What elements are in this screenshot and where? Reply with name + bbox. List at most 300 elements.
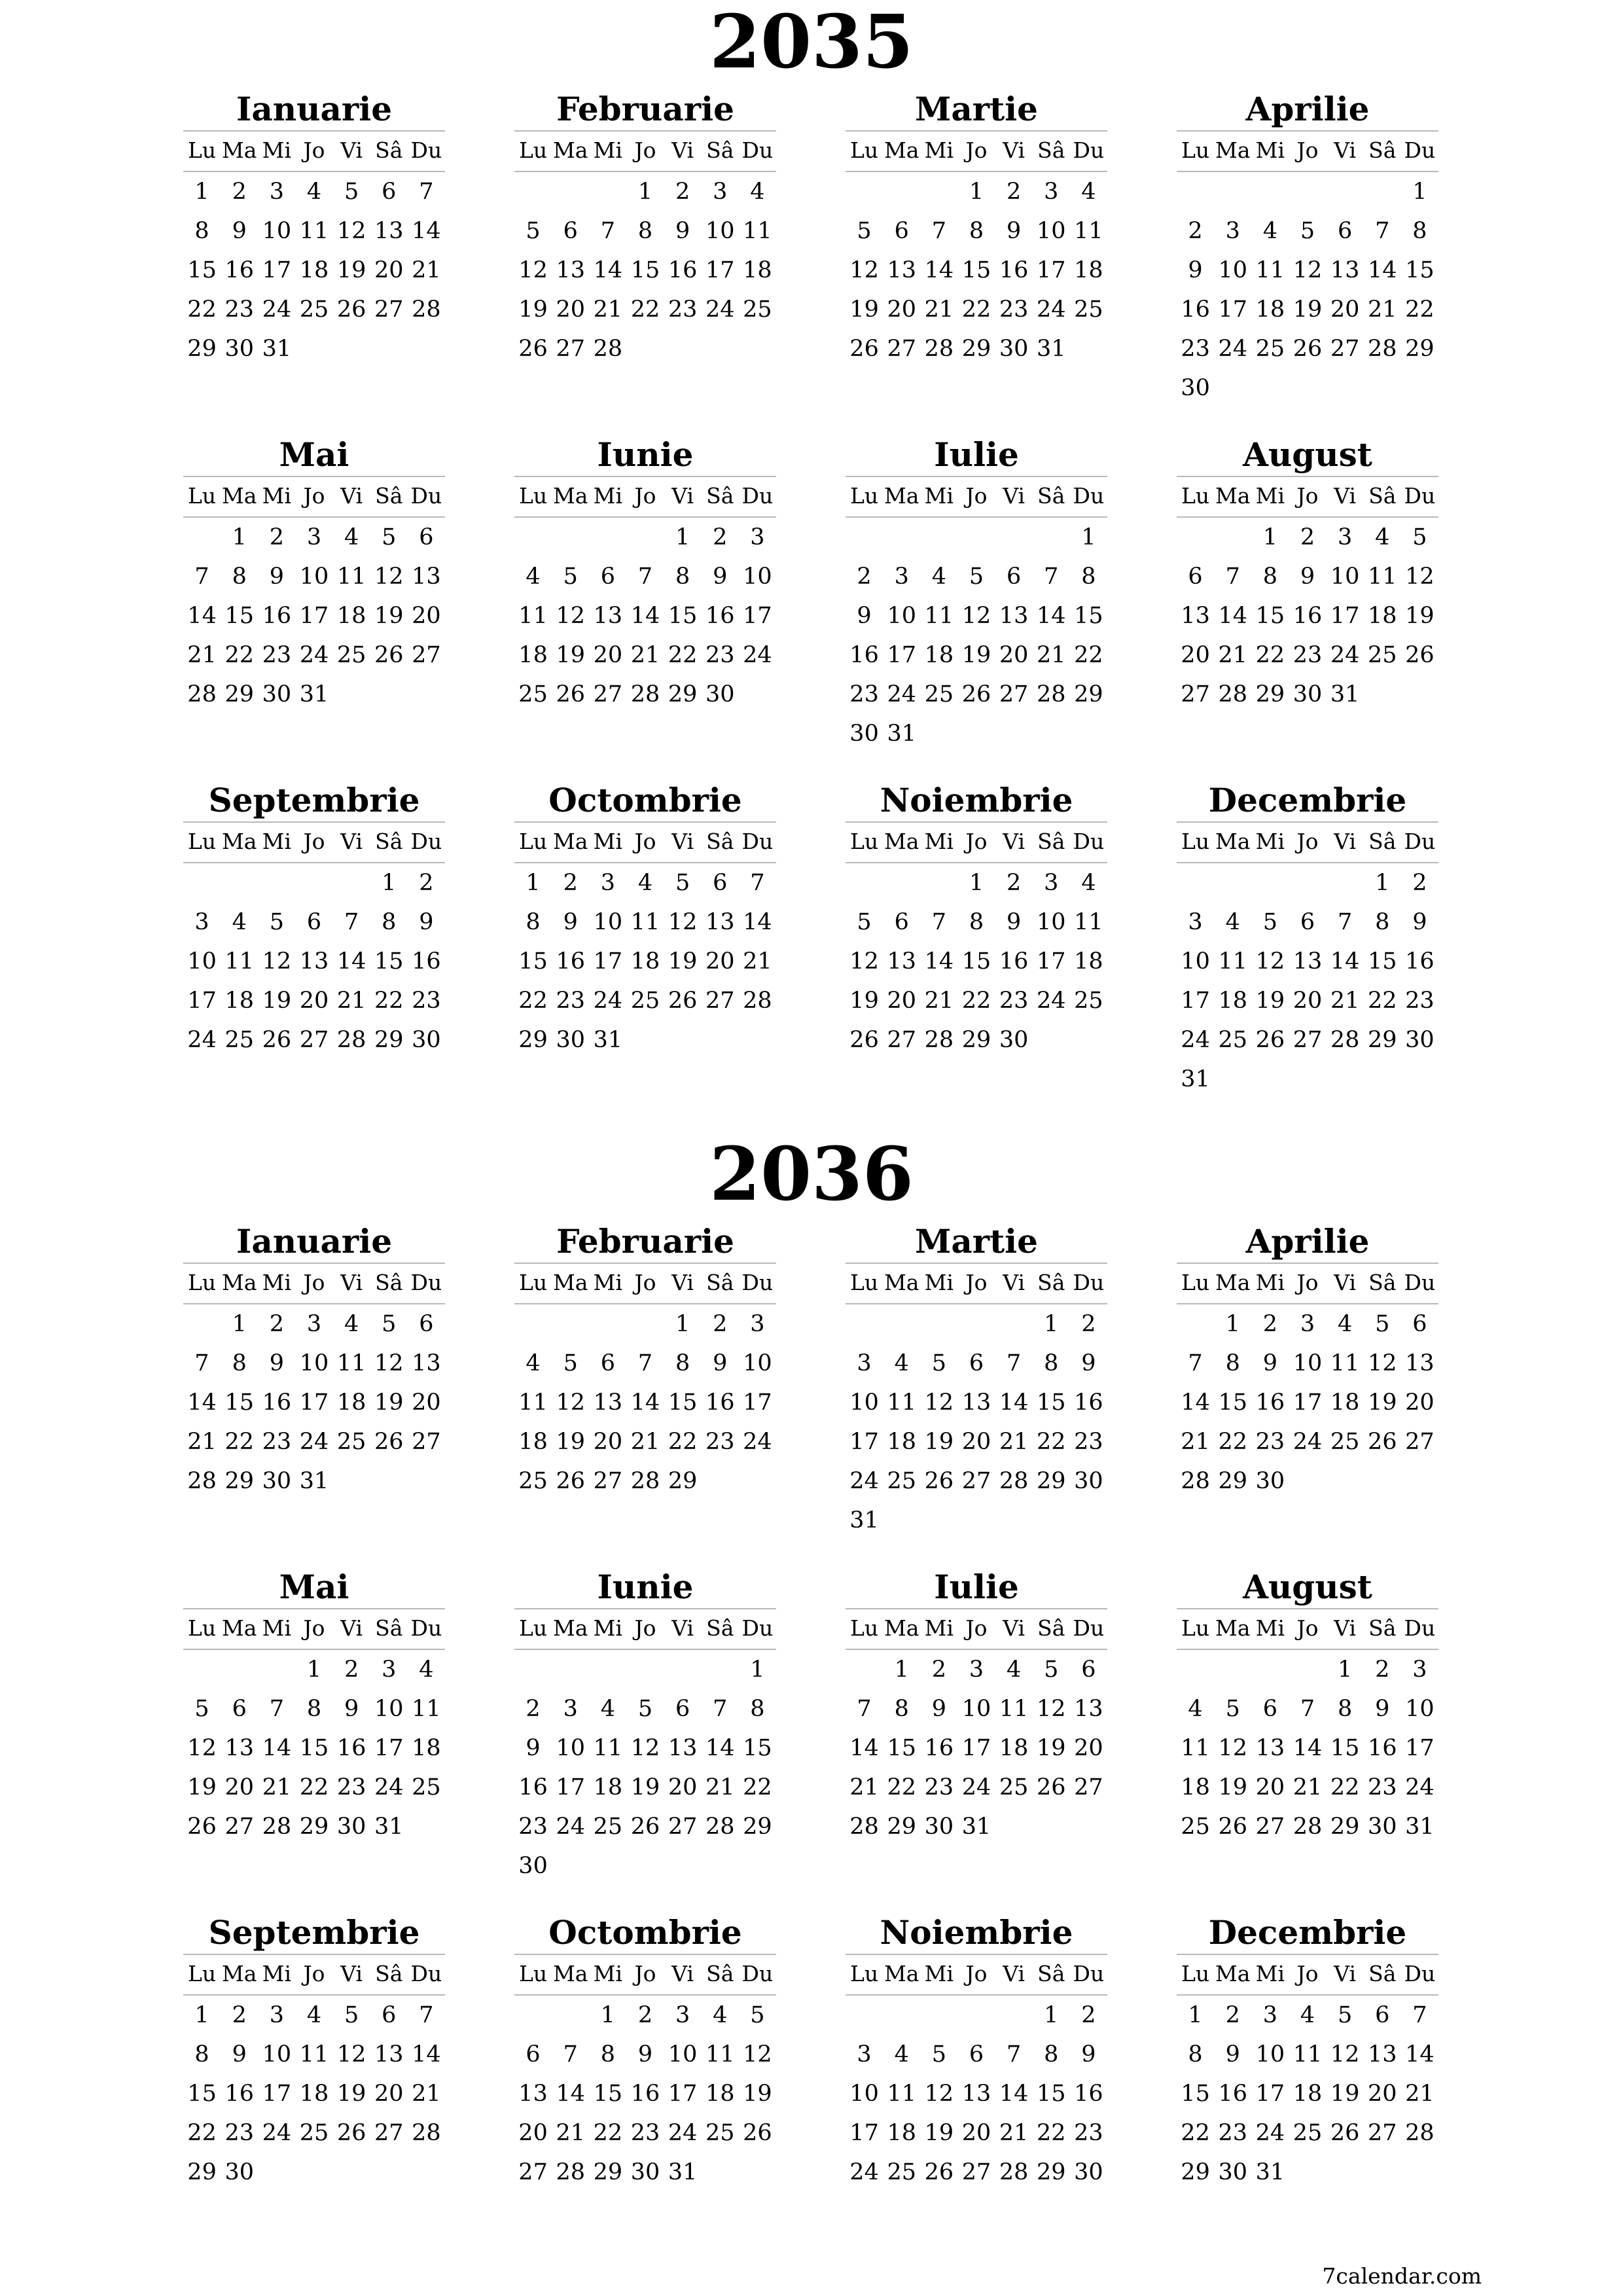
day-cell: 11: [1074, 909, 1103, 935]
day-cell: 20: [1330, 296, 1360, 323]
day-cell: 25: [518, 681, 548, 708]
day-cell: 6: [1262, 1696, 1277, 1722]
day-cell: 5: [1337, 2002, 1353, 2028]
empty-day-cell: [957, 518, 995, 557]
day-cell: 14: [999, 1390, 1029, 1416]
day-cell: 11: [593, 1735, 623, 1761]
day-cell: 2: [931, 1657, 946, 1683]
empty-day-cell: [589, 518, 626, 557]
day-cell: 31: [299, 681, 329, 708]
day-cell: 3: [1188, 909, 1203, 935]
day-cell: 16: [1074, 1390, 1103, 1416]
weekday-label: Ma: [1215, 1615, 1251, 1641]
weekday-header-row: [514, 132, 776, 172]
weekday-header-row: [514, 477, 776, 518]
day-cell: 16: [924, 1735, 954, 1761]
weekday-label: Mi: [1255, 1961, 1285, 1986]
day-cell: 5: [1412, 524, 1427, 550]
month-name: Ianuarie: [183, 88, 445, 132]
day-cell: 6: [600, 564, 615, 590]
days-grid: [1177, 518, 1438, 714]
day-cell: 6: [969, 2041, 984, 2068]
day-cell: 27: [593, 681, 623, 708]
day-cell: 9: [232, 2041, 247, 2068]
day-cell: 4: [419, 1657, 434, 1683]
year-title: 2036: [709, 1132, 914, 1217]
day-cell: 5: [1375, 1311, 1390, 1337]
day-cell: 21: [1037, 642, 1066, 668]
empty-day-cell: [883, 1996, 920, 2035]
weekday-label: Ma: [1215, 483, 1251, 509]
day-cell: 8: [1262, 564, 1277, 590]
day-cell: 23: [224, 2120, 254, 2146]
day-cell: 14: [924, 257, 954, 283]
day-cell: 1: [750, 1657, 765, 1683]
day-cell: 31: [668, 2159, 698, 2185]
weekday-label: Sâ: [1368, 1615, 1397, 1641]
day-cell: 3: [894, 564, 909, 590]
day-cell: 27: [961, 1468, 991, 1494]
day-cell: 29: [961, 336, 991, 362]
weekday-label: Du: [741, 1615, 774, 1641]
day-cell: 25: [1293, 2120, 1323, 2146]
day-cell: 18: [299, 257, 329, 283]
day-cell: 13: [374, 2041, 404, 2068]
empty-day-cell: [846, 172, 883, 211]
day-cell: 22: [1037, 1429, 1066, 1455]
day-cell: 18: [518, 1429, 548, 1455]
day-cell: 13: [518, 2081, 548, 2107]
day-cell: 15: [961, 948, 991, 975]
day-cell: 19: [1368, 1390, 1397, 1416]
footer-site-link[interactable]: 7calendar.com: [1322, 2263, 1482, 2289]
day-cell: 29: [1181, 2159, 1210, 2185]
weekday-label: Lu: [187, 137, 217, 163]
day-cell: 12: [374, 564, 404, 590]
day-cell: 26: [262, 1027, 292, 1053]
day-cell: 3: [1225, 218, 1240, 244]
day-cell: 13: [593, 603, 623, 629]
day-cell: 27: [556, 336, 585, 362]
day-cell: 6: [419, 524, 434, 550]
day-cell: 14: [187, 603, 217, 629]
weekday-label: Vi: [1003, 1270, 1026, 1295]
day-cell: 24: [743, 642, 772, 668]
weekday-label: Sâ: [1368, 483, 1397, 509]
day-cell: 3: [382, 1657, 397, 1683]
day-cell: 9: [931, 1696, 946, 1722]
day-cell: 12: [374, 1350, 404, 1376]
day-cell: 31: [299, 1468, 329, 1494]
day-cell: 28: [262, 1814, 292, 1840]
weekday-label: Sâ: [706, 829, 734, 854]
day-cell: 23: [999, 296, 1029, 323]
day-cell: 8: [382, 909, 397, 935]
day-cell: 7: [637, 1350, 653, 1376]
day-cell: 17: [849, 2120, 879, 2146]
day-cell: 2: [269, 1311, 284, 1337]
day-cell: 4: [344, 524, 359, 550]
day-cell: 22: [224, 1429, 254, 1455]
weekday-label: Vi: [671, 1270, 694, 1295]
day-cell: 17: [668, 2081, 698, 2107]
day-cell: 9: [857, 603, 872, 629]
day-cell: 14: [924, 948, 954, 975]
day-cell: 22: [224, 642, 254, 668]
day-cell: 15: [1255, 603, 1285, 629]
weekday-label: Jo: [303, 1961, 325, 1986]
weekday-label: Du: [741, 483, 774, 509]
day-cell: 29: [668, 1468, 698, 1494]
day-cell: 6: [1081, 1657, 1096, 1683]
day-cell: 13: [1074, 1696, 1103, 1722]
day-cell: 19: [1330, 2081, 1360, 2107]
empty-day-cell: [920, 1996, 957, 2035]
day-cell: 12: [336, 218, 366, 244]
day-cell: 3: [600, 870, 615, 896]
day-cell: 21: [187, 1429, 217, 1455]
weekday-label: Ma: [1215, 1270, 1251, 1295]
day-cell: 27: [887, 1027, 916, 1053]
day-cell: 31: [1181, 1066, 1210, 1092]
weekday-label: Jo: [965, 137, 988, 163]
day-cell: 16: [224, 257, 254, 283]
day-cell: 7: [194, 564, 209, 590]
weekday-label: Mi: [924, 1961, 954, 1986]
day-cell: 16: [262, 603, 292, 629]
day-cell: 7: [1044, 564, 1059, 590]
day-cell: 15: [187, 257, 217, 283]
day-cell: 29: [299, 1814, 329, 1840]
weekday-label: Mi: [924, 483, 954, 509]
days-grid: [514, 1996, 776, 2192]
day-cell: 8: [675, 564, 690, 590]
day-cell: 11: [1330, 1350, 1360, 1376]
day-cell: 22: [593, 2120, 623, 2146]
day-cell: 26: [1405, 642, 1435, 668]
day-cell: 30: [849, 721, 879, 747]
days-grid: [1177, 172, 1438, 408]
day-cell: 29: [187, 336, 217, 362]
day-cell: 6: [969, 1350, 984, 1376]
day-cell: 11: [412, 1696, 441, 1722]
day-cell: 18: [412, 1735, 441, 1761]
day-cell: 20: [1181, 642, 1210, 668]
weekday-label: Ma: [552, 829, 588, 854]
day-cell: 13: [412, 1350, 441, 1376]
weekday-label: Jo: [634, 1615, 656, 1641]
day-cell: 19: [1255, 988, 1285, 1014]
day-cell: 20: [412, 1390, 441, 1416]
day-cell: 21: [1181, 1429, 1210, 1455]
day-cell: 4: [306, 179, 322, 205]
days-grid: [514, 518, 776, 714]
weekday-label: Mi: [262, 483, 292, 509]
weekday-label: Ma: [221, 829, 257, 854]
day-cell: 10: [1405, 1696, 1435, 1722]
day-cell: 2: [1375, 1657, 1390, 1683]
day-cell: 4: [931, 564, 946, 590]
day-cell: 14: [999, 2081, 1029, 2107]
day-cell: 27: [412, 642, 441, 668]
day-cell: 10: [705, 218, 735, 244]
day-cell: 18: [924, 642, 954, 668]
day-cell: 20: [999, 642, 1029, 668]
day-cell: 25: [1330, 1429, 1360, 1455]
weekday-header-row: [846, 823, 1107, 863]
weekday-label: Ma: [552, 137, 588, 163]
day-cell: 15: [224, 603, 254, 629]
day-cell: 25: [887, 2159, 916, 2185]
day-cell: 21: [849, 1774, 879, 1801]
day-cell: 28: [412, 296, 441, 323]
day-cell: 13: [1293, 948, 1323, 975]
day-cell: 28: [187, 1468, 217, 1494]
weekday-label: Vi: [1003, 1961, 1026, 1986]
day-cell: 7: [419, 179, 434, 205]
day-cell: 24: [961, 1774, 991, 1801]
day-cell: 22: [299, 1774, 329, 1801]
day-cell: 9: [344, 1696, 359, 1722]
day-cell: 20: [961, 2120, 991, 2146]
weekday-label: Du: [1073, 137, 1105, 163]
month-calendar: [183, 434, 445, 714]
day-cell: 2: [713, 524, 728, 550]
day-cell: 29: [1368, 1027, 1397, 1053]
day-cell: 21: [630, 642, 660, 668]
month-name: Decembrie: [1177, 1912, 1438, 1955]
day-cell: 31: [593, 1027, 623, 1053]
day-cell: 2: [1188, 218, 1203, 244]
weekday-header-row: [514, 823, 776, 863]
day-cell: 24: [849, 2159, 879, 2185]
day-cell: 19: [668, 948, 698, 975]
day-cell: 20: [705, 948, 735, 975]
day-cell: 25: [1255, 336, 1285, 362]
weekday-label: Jo: [634, 829, 656, 854]
day-cell: 22: [374, 988, 404, 1014]
day-cell: 25: [224, 1027, 254, 1053]
day-cell: 19: [374, 1390, 404, 1416]
day-cell: 1: [232, 524, 247, 550]
day-cell: 1: [675, 524, 690, 550]
day-cell: 5: [526, 218, 541, 244]
day-cell: 28: [999, 2159, 1029, 2185]
day-cell: 25: [630, 988, 660, 1014]
weekday-label: Mi: [1255, 483, 1285, 509]
day-cell: 15: [224, 1390, 254, 1416]
month-calendar: [183, 1912, 445, 2192]
empty-day-cell: [258, 863, 295, 903]
day-cell: 23: [518, 1814, 548, 1840]
weekday-label: Sâ: [1037, 137, 1065, 163]
weekday-label: Jo: [1296, 483, 1319, 509]
day-cell: 4: [1300, 2002, 1315, 2028]
day-cell: 13: [593, 1390, 623, 1416]
weekday-label: Lu: [187, 1961, 217, 1986]
weekday-label: Vi: [671, 829, 694, 854]
day-cell: 8: [1081, 564, 1096, 590]
weekday-label: Vi: [671, 1615, 694, 1641]
day-cell: 20: [668, 1774, 698, 1801]
empty-day-cell: [846, 518, 883, 557]
empty-day-cell: [883, 518, 920, 557]
day-cell: 10: [743, 1350, 772, 1376]
day-cell: 20: [374, 257, 404, 283]
day-cell: 8: [194, 2041, 209, 2068]
day-cell: 30: [412, 1027, 441, 1053]
weekday-label: Vi: [340, 137, 363, 163]
day-cell: 10: [1293, 1350, 1323, 1376]
day-cell: 14: [336, 948, 366, 975]
day-cell: 25: [1218, 1027, 1247, 1053]
weekday-label: Vi: [1003, 829, 1026, 854]
day-cell: 9: [1081, 1350, 1096, 1376]
day-cell: 7: [1300, 1696, 1315, 1722]
month-name: Noiembrie: [846, 780, 1107, 823]
weekday-label: Jo: [965, 829, 988, 854]
weekday-label: Lu: [1181, 137, 1210, 163]
day-cell: 24: [849, 1468, 879, 1494]
day-cell: 3: [269, 179, 284, 205]
day-cell: 19: [1405, 603, 1435, 629]
day-cell: 7: [931, 218, 946, 244]
day-cell: 10: [849, 2081, 879, 2107]
day-cell: 23: [1405, 988, 1435, 1014]
day-cell: 10: [299, 564, 329, 590]
day-cell: 11: [1181, 1735, 1210, 1761]
day-cell: 25: [299, 2120, 329, 2146]
day-cell: 14: [412, 2041, 441, 2068]
day-cell: 5: [563, 564, 578, 590]
weekday-label: Ma: [552, 1961, 588, 1986]
empty-day-cell: [1251, 863, 1289, 903]
day-cell: 22: [743, 1774, 772, 1801]
day-cell: 30: [630, 2159, 660, 2185]
empty-day-cell: [920, 518, 957, 557]
day-cell: 2: [419, 870, 434, 896]
day-cell: 2: [675, 179, 690, 205]
weekday-label: Mi: [924, 137, 954, 163]
day-cell: 9: [713, 564, 728, 590]
day-cell: 27: [1181, 681, 1210, 708]
day-cell: 8: [969, 909, 984, 935]
day-cell: 3: [750, 524, 765, 550]
day-cell: 25: [999, 1774, 1029, 1801]
day-cell: 25: [1368, 642, 1397, 668]
day-cell: 16: [999, 948, 1029, 975]
weekday-label: Sâ: [1368, 829, 1397, 854]
day-cell: 8: [600, 2041, 615, 2068]
day-cell: 21: [336, 988, 366, 1014]
weekday-label: Jo: [965, 1961, 988, 1986]
weekday-label: Lu: [849, 1615, 879, 1641]
day-cell: 28: [593, 336, 623, 362]
day-cell: 21: [262, 1774, 292, 1801]
month-name: Noiembrie: [846, 1912, 1107, 1955]
year-title: 2035: [709, 0, 914, 85]
weekday-label: Jo: [634, 1270, 656, 1295]
day-cell: 3: [1044, 179, 1059, 205]
weekday-header-row: [514, 1955, 776, 1996]
day-cell: 26: [630, 1814, 660, 1840]
day-cell: 1: [1044, 1311, 1059, 1337]
day-cell: 24: [1218, 336, 1247, 362]
day-cell: 31: [1405, 1814, 1435, 1840]
day-cell: 17: [262, 2081, 292, 2107]
day-cell: 23: [705, 642, 735, 668]
day-cell: 1: [600, 2002, 615, 2028]
empty-day-cell: [552, 1650, 589, 1689]
day-cell: 11: [887, 2081, 916, 2107]
weekday-label: Sâ: [1037, 829, 1065, 854]
day-cell: 26: [961, 681, 991, 708]
month-name: Mai: [183, 1566, 445, 1609]
day-cell: 12: [961, 603, 991, 629]
day-cell: 6: [1188, 564, 1203, 590]
weekday-label: Jo: [965, 1615, 988, 1641]
days-grid: [846, 518, 1107, 753]
day-cell: 1: [1044, 2002, 1059, 2028]
day-cell: 11: [299, 218, 329, 244]
day-cell: 9: [1225, 2041, 1240, 2068]
day-cell: 14: [1330, 948, 1360, 975]
day-cell: 25: [1074, 296, 1103, 323]
day-cell: 19: [374, 603, 404, 629]
day-cell: 9: [1081, 2041, 1096, 2068]
day-cell: 20: [518, 2120, 548, 2146]
weekday-label: Mi: [262, 1270, 292, 1295]
weekday-label: Sâ: [1037, 1270, 1065, 1295]
weekday-label: Ma: [883, 829, 919, 854]
day-cell: 20: [593, 642, 623, 668]
day-cell: 8: [1337, 1696, 1353, 1722]
day-cell: 22: [1255, 642, 1285, 668]
day-cell: 23: [1074, 1429, 1103, 1455]
day-cell: 28: [743, 988, 772, 1014]
day-cell: 14: [262, 1735, 292, 1761]
day-cell: 27: [1330, 336, 1360, 362]
day-cell: 21: [705, 1774, 735, 1801]
day-cell: 5: [969, 564, 984, 590]
day-cell: 13: [705, 909, 735, 935]
weekday-header-row: [846, 1264, 1107, 1304]
empty-day-cell: [920, 863, 957, 903]
day-cell: 16: [412, 948, 441, 975]
day-cell: 8: [232, 564, 247, 590]
day-cell: 21: [412, 2081, 441, 2107]
day-cell: 4: [1262, 218, 1277, 244]
day-cell: 6: [600, 1350, 615, 1376]
day-cell: 9: [1006, 218, 1022, 244]
month-name: Iulie: [846, 434, 1107, 477]
day-cell: 12: [187, 1735, 217, 1761]
day-cell: 15: [299, 1735, 329, 1761]
day-cell: 28: [630, 681, 660, 708]
day-cell: 1: [526, 870, 541, 896]
day-cell: 13: [1405, 1350, 1435, 1376]
days-grid: [846, 863, 1107, 1060]
weekday-label: Mi: [262, 1615, 292, 1641]
day-cell: 24: [262, 2120, 292, 2146]
day-cell: 15: [961, 257, 991, 283]
day-cell: 25: [412, 1774, 441, 1801]
empty-day-cell: [1251, 1650, 1289, 1689]
day-cell: 3: [194, 909, 209, 935]
day-cell: 17: [1255, 2081, 1285, 2107]
day-cell: 2: [1262, 1311, 1277, 1337]
day-cell: 2: [344, 1657, 359, 1683]
